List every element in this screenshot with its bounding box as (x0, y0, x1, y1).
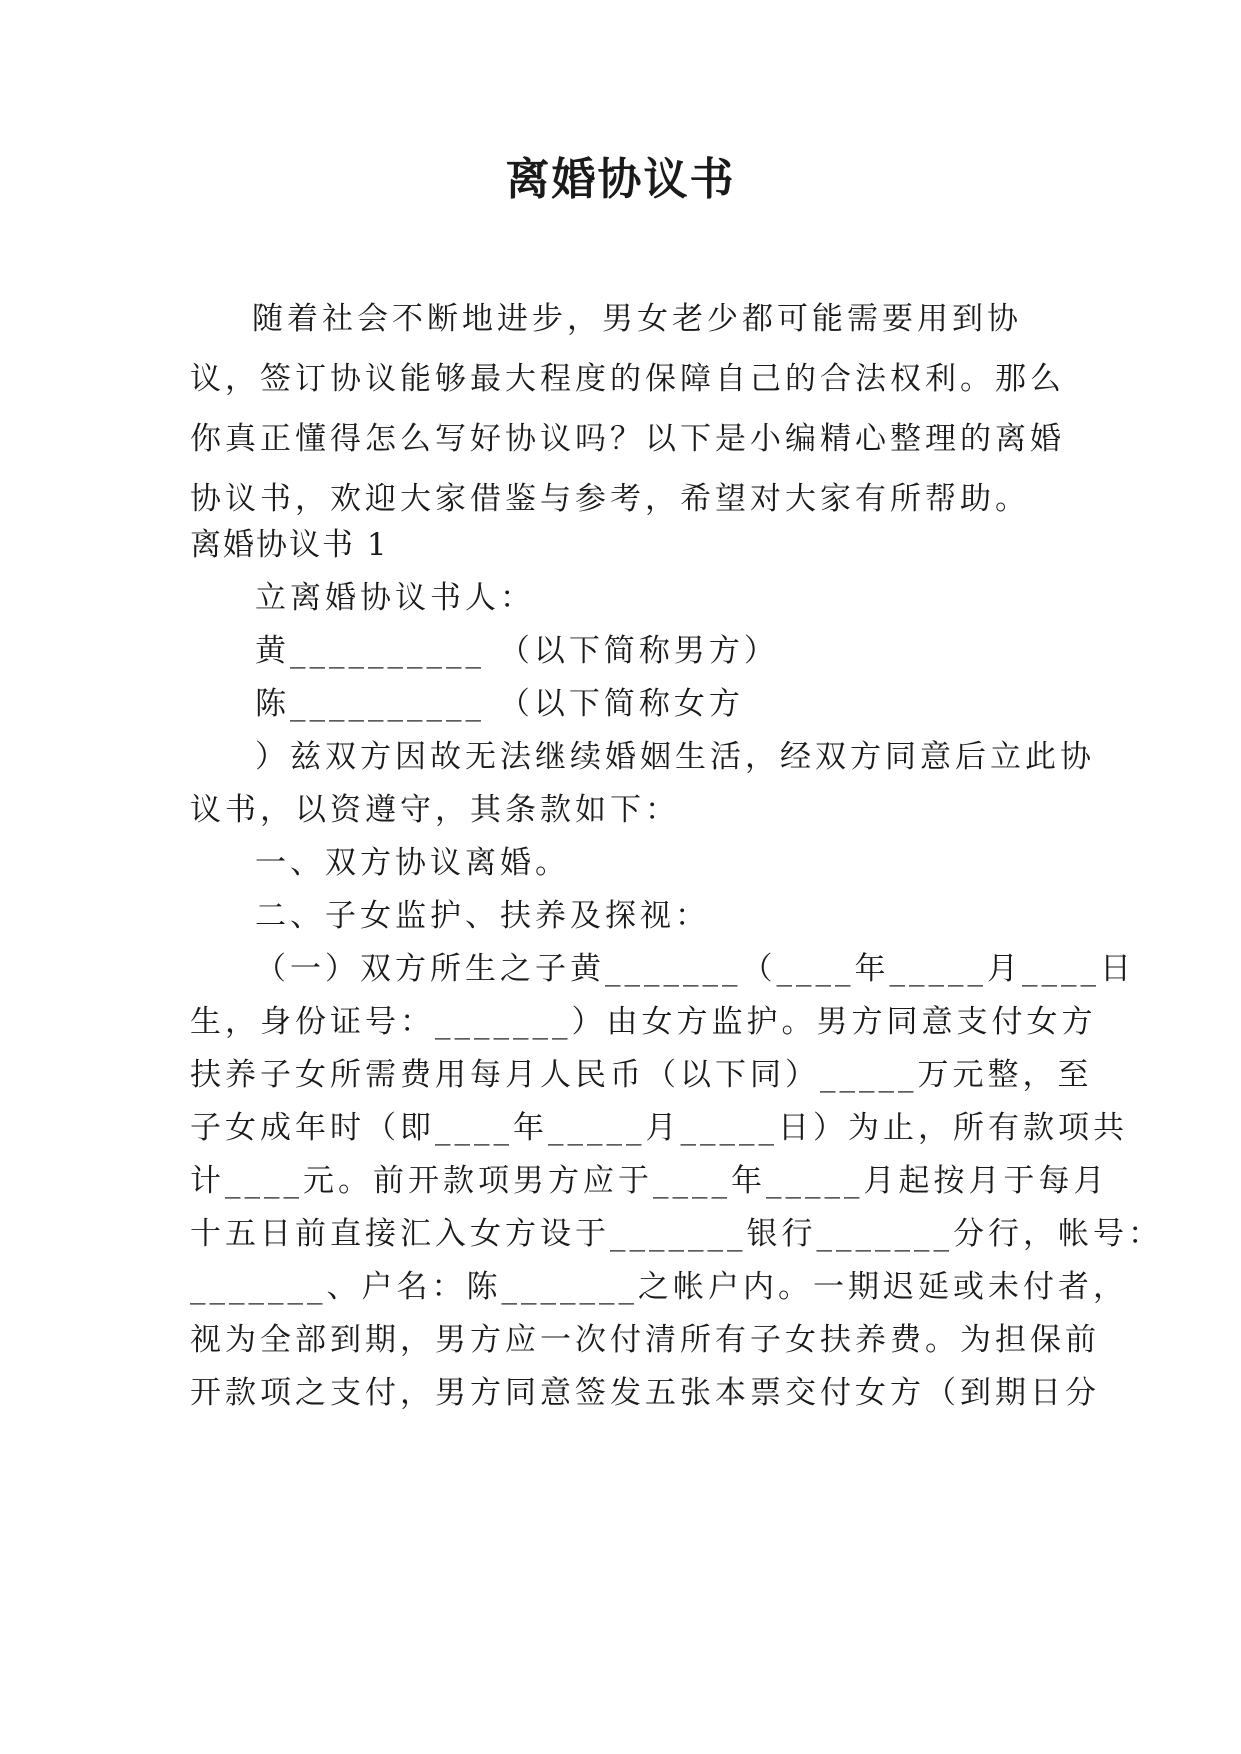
text-line: 子女成年时（即____年_____月_____日）为止，所有款项共 (190, 1110, 1128, 1146)
section-heading: 离婚协议书 1 (190, 527, 389, 563)
text-line: 立离婚协议书人： (255, 580, 535, 616)
text-line: 视为全部到期，男方应一次付清所有子女扶养费。为担保前 (190, 1322, 1100, 1358)
text-line: ）兹双方因故无法继续婚姻生活，经双方同意后立此协 (255, 739, 1095, 775)
text-line: 十五日前直接汇入女方设于_______银行_______分行，帐号： (190, 1216, 1163, 1252)
text-line: 计____元。前开款项男方应于____年_____月起按月于每月 (190, 1163, 1109, 1199)
text-line: 开款项之支付，男方同意签发五张本票交付女方（到期日分 (190, 1375, 1100, 1411)
text-line: （一）双方所生之子黄_______（____年_____月____日 (255, 951, 1135, 987)
text-line: 陈__________ （以下简称女方 (255, 686, 744, 722)
text-line: 生，身份证号：_______）由女方监护。男方同意支付女方 (190, 1004, 1097, 1040)
intro-paragraph: 随着社会不断地进步，男女老少都可能需要用到协议，签订协议能够最大程度的保障自己的合法权利。那么你真正懂得怎么写好协议吗？以下是小编精心整理的离婚协议书，欢迎大家借鉴与参考，希望对大家有所帮助。 (190, 301, 1065, 517)
document-title: 离婚协议书 (505, 154, 736, 205)
text-line: 议书，以资遵守，其条款如下： (190, 792, 680, 828)
text-line: 一、双方协议离婚。 (255, 845, 570, 881)
text-line: _______、户名：陈_______之帐户内。一期迟延或未付者， (190, 1269, 1128, 1305)
text-line: 黄__________ （以下简称男方） (255, 633, 779, 669)
text-line: 扶养子女所需费用每月人民币（以下同）_____万元整，至 (190, 1057, 1093, 1093)
text-line: 二、子女监护、扶养及探视： (255, 898, 710, 934)
